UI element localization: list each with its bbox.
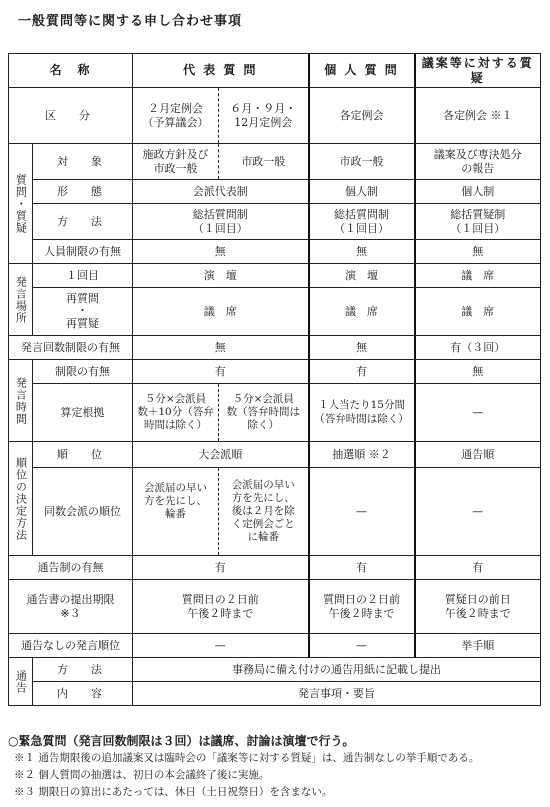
row-sai bbox=[9, 288, 541, 336]
ikkaime-kojin: 演 壇 bbox=[309, 264, 415, 288]
row-tsukoku bbox=[9, 556, 541, 580]
row-keitai bbox=[9, 180, 541, 204]
seigen-daihyo: 有 bbox=[133, 360, 309, 384]
row-santei bbox=[9, 384, 541, 442]
seigen-kojin: 有 bbox=[309, 360, 415, 384]
kubun-daihyo-b: ６月・９月・ 12月定例会 bbox=[219, 88, 309, 144]
tsukoku-label: 通告制の有無 bbox=[9, 556, 133, 580]
santei-daihyo-a: ５分×会派員 数＋10分（答弁 時間は除く） bbox=[133, 384, 219, 442]
row-jinin bbox=[9, 240, 541, 264]
kigen-kojin: 質問日の２日前 午後２時まで bbox=[309, 580, 415, 634]
row-kubun bbox=[9, 88, 541, 144]
juni-kojin: 抽選順 ※２ bbox=[309, 442, 415, 468]
header-name: 名 称 bbox=[9, 54, 133, 88]
group-basho: 発言場所 bbox=[9, 264, 33, 336]
ikkaime-daihyo: 演 壇 bbox=[133, 264, 309, 288]
seigen-label: 制限の有無 bbox=[33, 360, 133, 384]
nashi-daihyo: — bbox=[133, 634, 309, 658]
row-kigen bbox=[9, 580, 541, 634]
kaisu-kojin: 無 bbox=[309, 336, 415, 360]
header-giansa: 議案等に対する質疑 bbox=[415, 54, 541, 88]
footnotes bbox=[8, 733, 544, 801]
row-t-naiyo bbox=[9, 682, 541, 706]
taisho-giansa: 議案及び専決処分 の報告 bbox=[415, 144, 541, 180]
taisho-kojin: 市政一般 bbox=[309, 144, 415, 180]
jinin-label: 人員制限の有無 bbox=[33, 240, 133, 264]
juni-daihyo: 大会派順 bbox=[133, 442, 309, 468]
row-nashi bbox=[9, 634, 541, 658]
seigen-giansa: 無 bbox=[415, 360, 541, 384]
group-jikan: 発言時間 bbox=[9, 360, 33, 442]
tsukoku-daihyo: 有 bbox=[133, 556, 309, 580]
kaisu-label: 発言回数制限の有無 bbox=[9, 336, 133, 360]
sai-daihyo: 議 席 bbox=[133, 288, 309, 336]
kubun-label: 区 分 bbox=[9, 88, 133, 144]
row-hoho bbox=[9, 204, 541, 240]
sai-label: 再質問 ・ 再質疑 bbox=[33, 288, 133, 336]
sai-kojin: 議 席 bbox=[309, 288, 415, 336]
header-kojin: 個 人 質 問 bbox=[309, 54, 415, 88]
t-naiyo-label: 内 容 bbox=[33, 682, 133, 706]
group-shitsumon: 質問・質疑 bbox=[9, 144, 33, 264]
jinin-giansa: 無 bbox=[415, 240, 541, 264]
nashi-kojin: — bbox=[309, 634, 415, 658]
keitai-label: 形 態 bbox=[33, 180, 133, 204]
t-naiyo-value: 発言事項・要旨 bbox=[133, 682, 541, 706]
kigen-giansa: 質疑日の前日 午後２時まで bbox=[415, 580, 541, 634]
doukai-kojin: — bbox=[309, 468, 415, 556]
ikkaime-label: １回目 bbox=[33, 264, 133, 288]
row-taisho bbox=[9, 144, 541, 180]
kubun-kojin: 各定例会 bbox=[309, 88, 415, 144]
t-hoho-value: 事務局に備え付けの通告用紙に記載し提出 bbox=[133, 658, 541, 682]
note-kinkyu: ○緊急質問（発言回数制限は３回）は議席、討論は演壇で行う。 bbox=[8, 734, 355, 748]
santei-daihyo-b: ５分×会派員 数（答弁時間は 除く） bbox=[219, 384, 309, 442]
row-kaisu bbox=[9, 336, 541, 360]
keitai-giansa: 個人制 bbox=[415, 180, 541, 204]
kigen-daihyo: 質問日の２日前 午後２時まで bbox=[133, 580, 309, 634]
group-juni: 順位の決定方法 bbox=[9, 442, 33, 556]
header-row bbox=[9, 54, 541, 88]
santei-giansa: — bbox=[415, 384, 541, 442]
santei-kojin: １人当たり15分間 （答弁時間は除く） bbox=[309, 384, 415, 442]
tsukoku-kojin: 有 bbox=[309, 556, 415, 580]
tsukoku-giansa: 有 bbox=[415, 556, 541, 580]
sai-giansa: 議 席 bbox=[415, 288, 541, 336]
keitai-daihyo: 会派代表制 bbox=[133, 180, 309, 204]
taisho-label: 対 象 bbox=[33, 144, 133, 180]
doukai-daihyo-a: 会派届の早い 方を先にし、 輪番 bbox=[133, 468, 219, 556]
hoho-kojin: 総括質問制 （１回目） bbox=[309, 204, 415, 240]
note-1: ※１ 通告期限後の追加議案又は臨時会の「議案等に対する質疑」は、通告制なしの挙手順である。 bbox=[14, 752, 480, 764]
row-doukai bbox=[9, 468, 541, 556]
santei-label: 算定根拠 bbox=[33, 384, 133, 442]
document-title: 一般質問等に関する申し合わせ事項 bbox=[18, 14, 243, 29]
taisho-daihyo-b: 市政一般 bbox=[219, 144, 309, 180]
kaisu-giansa: 有（３回） bbox=[415, 336, 541, 360]
header-daihyo: 代 表 質 問 bbox=[133, 54, 309, 88]
nashi-label: 通告なしの発言順位 bbox=[9, 634, 133, 658]
doukai-giansa: — bbox=[415, 468, 541, 556]
doukai-daihyo-b: 会派届の早い 方を先にし、 後は２月を除 く定例会ごと に輪番 bbox=[219, 468, 309, 556]
kubun-giansa: 各定例会 ※１ bbox=[415, 88, 541, 144]
kaisu-daihyo: 無 bbox=[133, 336, 309, 360]
hoho-daihyo: 総括質問制 （１回目） bbox=[133, 204, 309, 240]
hoho-giansa: 総括質疑制 （１回目） bbox=[415, 204, 541, 240]
ikkaime-giansa: 議 席 bbox=[415, 264, 541, 288]
keitai-kojin: 個人制 bbox=[309, 180, 415, 204]
row-ikkaime bbox=[9, 264, 541, 288]
note-3: ※３ 期限日の算出にあたっては、休日（土日祝祭日）を含まない。 bbox=[14, 786, 333, 798]
kubun-daihyo-a: ２月定例会 （予算議会） bbox=[133, 88, 219, 144]
juni-giansa: 通告順 bbox=[415, 442, 541, 468]
nashi-giansa: 挙手順 bbox=[415, 634, 541, 658]
jinin-kojin: 無 bbox=[309, 240, 415, 264]
row-seigen bbox=[9, 360, 541, 384]
t-hoho-label: 方 法 bbox=[33, 658, 133, 682]
rules-table bbox=[8, 53, 541, 706]
group-tsukoku: 通告 bbox=[9, 658, 33, 706]
hoho-label: 方 法 bbox=[33, 204, 133, 240]
juni-label: 順 位 bbox=[33, 442, 133, 468]
kigen-label: 通告書の提出期限 ※３ bbox=[9, 580, 133, 634]
jinin-daihyo: 無 bbox=[133, 240, 309, 264]
doukai-label: 同数会派の順位 bbox=[33, 468, 133, 556]
row-juni bbox=[9, 442, 541, 468]
row-t-hoho bbox=[9, 658, 541, 682]
note-2: ※２ 個人質問の抽選は、初日の本会議終了後に実施。 bbox=[14, 769, 270, 781]
taisho-daihyo-a: 施政方針及び 市政一般 bbox=[133, 144, 219, 180]
